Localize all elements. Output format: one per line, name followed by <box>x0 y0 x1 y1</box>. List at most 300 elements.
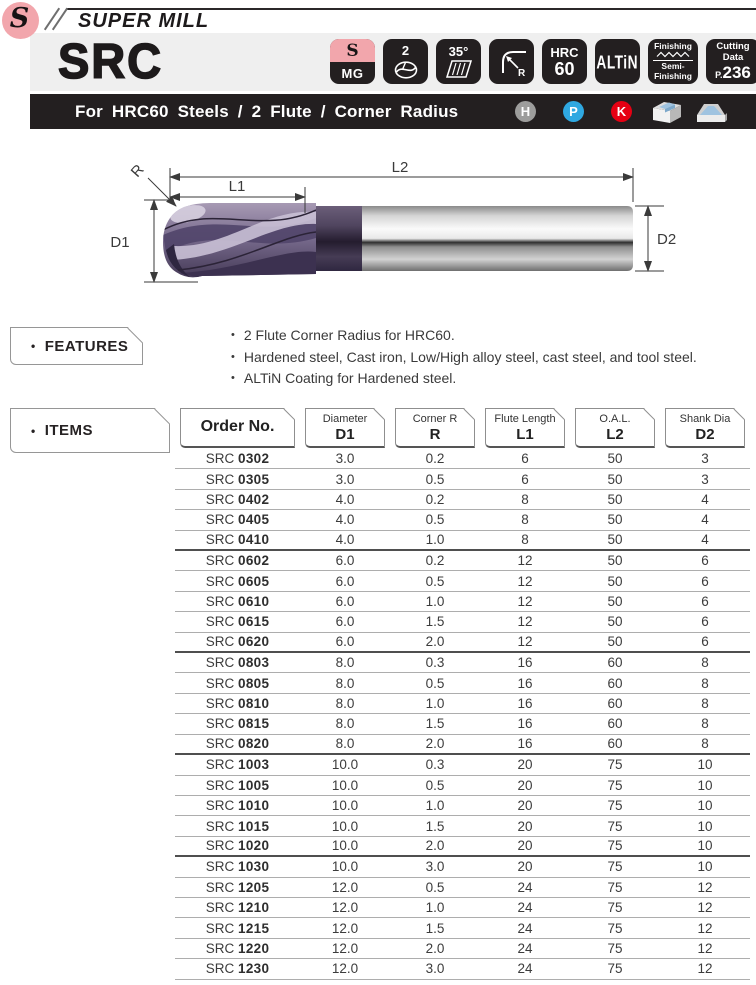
order-no-cell <box>175 819 300 834</box>
r-cell: 1.5 <box>425 920 445 936</box>
column-title: Shank Dia <box>679 413 731 425</box>
cutting-data-badge <box>706 39 756 84</box>
d1-cell: 4.0 <box>335 512 355 528</box>
order-code: 0405 <box>238 512 270 528</box>
page-number: 236 <box>722 63 751 82</box>
order-no-cell <box>175 900 300 915</box>
series-logo-circle <box>2 2 39 39</box>
material-grade-top: S <box>330 39 375 62</box>
table-row <box>175 857 750 877</box>
column-header <box>180 408 295 448</box>
iso-material-h-icon: H <box>515 101 536 122</box>
order-code: 0305 <box>238 471 270 487</box>
series-prefix: SRC <box>205 961 239 977</box>
d2-cell: 8 <box>701 736 709 752</box>
dimension-diagram <box>0 140 756 325</box>
profile-milling-icon <box>694 99 728 125</box>
corner-radius-icon <box>495 45 529 79</box>
l2-cell: 75 <box>607 818 623 834</box>
l2-cell: 75 <box>607 961 623 977</box>
d1-cell: 4.0 <box>335 492 355 508</box>
order-code: 1205 <box>238 879 270 895</box>
order-no-cell <box>175 676 300 691</box>
d1-cell: 6.0 <box>335 614 355 630</box>
d2-cell: 10 <box>697 757 713 773</box>
order-code: 0410 <box>238 532 270 548</box>
d2-cell: 4 <box>701 532 709 548</box>
dim-label-d1: D1 <box>110 234 130 251</box>
column-title: Flute Length <box>494 413 556 425</box>
flute-count-label: 2 <box>401 42 410 58</box>
l1-cell: 20 <box>517 757 533 773</box>
r-cell: 1.0 <box>425 900 445 916</box>
r-cell: 3.0 <box>425 859 445 875</box>
order-no-cell <box>175 941 300 956</box>
series-prefix: SRC <box>205 492 239 508</box>
dim-label-r: R <box>127 161 148 181</box>
features-label: FEATURES <box>44 337 129 355</box>
table-row <box>175 837 750 857</box>
d2-cell: 6 <box>701 634 709 650</box>
finishing-badge <box>648 39 698 84</box>
dim-label-l1: L1 <box>228 178 246 195</box>
l2-cell: 50 <box>607 471 623 487</box>
l2-cell: 50 <box>607 594 623 610</box>
feature-item <box>231 347 756 369</box>
table-row <box>175 755 750 775</box>
order-no-cell <box>175 614 300 629</box>
order-no-cell <box>175 492 300 507</box>
iso-material-p-icon: P <box>563 101 584 122</box>
order-no-cell <box>175 532 300 547</box>
d2-cell: 12 <box>697 940 713 956</box>
l1-cell: 8 <box>521 532 529 548</box>
d1-cell: 10.0 <box>331 777 359 793</box>
order-no-cell <box>175 778 300 793</box>
series-prefix: SRC <box>205 471 239 487</box>
d1-cell: 8.0 <box>335 696 355 712</box>
d2-cell: 3 <box>701 471 709 487</box>
table-row <box>175 633 750 653</box>
series-prefix: SRC <box>205 777 239 793</box>
table-row <box>175 551 750 571</box>
l2-cell: 50 <box>607 634 623 650</box>
coating-label: ALTiN <box>596 51 639 72</box>
l2-cell: 60 <box>607 716 623 732</box>
flute-count-badge <box>383 39 428 84</box>
d1-cell: 10.0 <box>331 838 359 854</box>
table-row <box>175 959 750 979</box>
table-row <box>175 796 750 816</box>
material-grade-badge <box>330 39 375 84</box>
column-header <box>575 408 655 448</box>
bullet-icon: • <box>231 372 235 384</box>
l2-cell: 75 <box>607 900 623 916</box>
table-row <box>175 776 750 796</box>
d1-cell: 10.0 <box>331 757 359 773</box>
d2-cell: 6 <box>701 614 709 630</box>
slot-milling-icon <box>650 99 684 125</box>
order-code: 0815 <box>238 716 270 732</box>
l2-cell: 60 <box>607 696 623 712</box>
column-symbol: L2 <box>606 426 624 443</box>
l2-cell: 75 <box>607 920 623 936</box>
feature-text: Hardened steel, Cast iron, Low/High alloy steel, cast steel, and tool steel. <box>243 348 697 365</box>
helix-angle-label: 35° <box>448 44 469 59</box>
order-no-cell <box>175 634 300 649</box>
l1-cell: 12 <box>517 573 533 589</box>
column-symbol: D1 <box>335 426 355 443</box>
order-no-cell <box>175 594 300 609</box>
column-symbol: D2 <box>695 426 715 443</box>
r-cell: 0.3 <box>425 757 445 773</box>
table-header <box>175 408 750 448</box>
l1-cell: 12 <box>517 614 533 630</box>
d1-cell: 10.0 <box>331 818 359 834</box>
order-code: 0803 <box>238 655 270 671</box>
l1-cell: 20 <box>517 777 533 793</box>
items-label: ITEMS <box>44 422 94 439</box>
end-view-icon <box>393 58 419 81</box>
series-prefix: SRC <box>205 451 239 467</box>
d1-cell: 12.0 <box>331 940 359 956</box>
l2-cell: 75 <box>607 838 623 854</box>
order-no-cell <box>175 880 300 895</box>
table-row <box>175 612 750 632</box>
order-code: 0302 <box>238 451 270 467</box>
d1-cell: 4.0 <box>335 532 355 548</box>
order-no-cell <box>175 838 300 853</box>
semi-finishing-label-2: Finishing <box>654 70 692 81</box>
table-row <box>175 918 750 938</box>
r-cell: 1.5 <box>425 614 445 630</box>
semi-finishing-label-1: Semi- <box>661 61 685 72</box>
helix-angle-icon <box>446 59 472 79</box>
l1-cell: 16 <box>517 736 533 752</box>
d2-cell: 10 <box>697 838 713 854</box>
d2-cell: 6 <box>701 553 709 569</box>
order-code: 1020 <box>238 838 270 854</box>
bullet-icon: • <box>31 339 36 353</box>
l1-cell: 20 <box>517 818 533 834</box>
d1-cell: 12.0 <box>331 961 359 977</box>
order-code: 0610 <box>238 594 270 610</box>
series-prefix: SRC <box>205 940 239 956</box>
series-prefix: SRC <box>205 879 239 895</box>
l1-cell: 16 <box>517 655 533 671</box>
helix-angle-badge <box>436 39 481 84</box>
d1-cell: 12.0 <box>331 920 359 936</box>
table-row <box>175 469 750 489</box>
feature-item <box>231 368 756 390</box>
series-title: SUPER MILL <box>78 10 210 32</box>
l2-cell: 75 <box>607 879 623 895</box>
order-code: 0805 <box>238 675 270 691</box>
order-no-cell <box>175 574 300 589</box>
r-cell: 1.0 <box>425 532 445 548</box>
table-row <box>175 449 750 469</box>
d1-cell: 6.0 <box>335 573 355 589</box>
r-cell: 0.3 <box>425 655 445 671</box>
series-prefix: SRC <box>205 838 239 854</box>
order-no-cell <box>175 961 300 976</box>
coating-badge <box>595 39 640 84</box>
order-code: 1030 <box>238 859 270 875</box>
bullet-icon: • <box>31 423 36 438</box>
l2-cell: 50 <box>607 553 623 569</box>
hardness-scale-label: HRC <box>550 45 579 60</box>
d2-cell: 8 <box>701 655 709 671</box>
table-row <box>175 653 750 673</box>
r-cell: 1.0 <box>425 594 445 610</box>
series-logo-letter: S <box>9 3 30 34</box>
order-no-cell <box>175 553 300 568</box>
d1-cell: 8.0 <box>335 736 355 752</box>
l2-cell: 60 <box>607 675 623 691</box>
r-cell: 0.5 <box>425 573 445 589</box>
bullet-icon: • <box>231 329 235 341</box>
l1-cell: 24 <box>517 961 533 977</box>
table-row <box>175 510 750 530</box>
l1-cell: 8 <box>521 492 529 508</box>
order-no-cell <box>175 921 300 936</box>
d2-cell: 10 <box>697 798 713 814</box>
r-cell: 0.5 <box>425 675 445 691</box>
cutting-data-label-1: Cutting <box>716 41 750 52</box>
table-row <box>175 939 750 959</box>
order-code: 0602 <box>238 553 270 569</box>
d1-cell: 12.0 <box>331 900 359 916</box>
table-row <box>175 571 750 591</box>
column-title: Corner R <box>412 413 458 425</box>
series-prefix: SRC <box>205 594 239 610</box>
l2-cell: 75 <box>607 757 623 773</box>
hardness-badge <box>542 39 587 84</box>
order-code: 1230 <box>238 961 270 977</box>
end-mill-illustration <box>163 202 633 278</box>
items-tab-inner <box>11 409 169 452</box>
cutting-data-page <box>715 64 751 81</box>
l2-cell: 60 <box>607 736 623 752</box>
d1-cell: 8.0 <box>335 675 355 691</box>
series-prefix: SRC <box>205 757 239 773</box>
l1-cell: 12 <box>517 553 533 569</box>
d2-cell: 10 <box>697 818 713 834</box>
series-prefix: SRC <box>205 512 239 528</box>
d1-cell: 3.0 <box>335 471 355 487</box>
order-no-cell <box>175 798 300 813</box>
column-title: O.A.L. <box>599 413 631 425</box>
d2-cell: 10 <box>697 859 713 875</box>
l1-cell: 8 <box>521 512 529 528</box>
r-cell: 2.0 <box>425 940 445 956</box>
product-code-title: SRC <box>58 35 164 89</box>
series-prefix: SRC <box>205 818 239 834</box>
l1-cell: 12 <box>517 634 533 650</box>
order-no-cell <box>175 736 300 751</box>
r-cell: 3.0 <box>425 961 445 977</box>
order-no-cell <box>175 696 300 711</box>
column-title: Order No. <box>200 418 275 435</box>
d2-cell: 12 <box>697 961 713 977</box>
r-cell: 1.0 <box>425 798 445 814</box>
page-prefix: P. <box>715 70 723 80</box>
hardness-value: 60 <box>554 59 575 79</box>
order-no-cell <box>175 757 300 772</box>
subtitle-text: For HRC60 Steels / 2 Flute / Corner Radius <box>75 101 459 121</box>
d1-cell: 6.0 <box>335 634 355 650</box>
d1-cell: 8.0 <box>335 655 355 671</box>
table-row <box>175 490 750 510</box>
column-header <box>395 408 475 448</box>
order-code: 1010 <box>238 798 270 814</box>
feature-text: 2 Flute Corner Radius for HRC60. <box>243 327 455 343</box>
order-no-cell <box>175 859 300 874</box>
series-prefix: SRC <box>205 900 239 916</box>
column-title: Diameter <box>322 413 368 425</box>
order-no-cell <box>175 472 300 487</box>
l1-cell: 6 <box>521 471 529 487</box>
subtitle-bar <box>30 94 756 129</box>
d2-cell: 10 <box>697 777 713 793</box>
table-row <box>175 714 750 734</box>
material-grade-bottom: MG <box>341 65 364 81</box>
d2-cell: 12 <box>697 920 713 936</box>
l2-cell: 75 <box>607 798 623 814</box>
d2-cell: 4 <box>701 512 709 528</box>
table-row <box>175 673 750 693</box>
order-code: 1005 <box>238 777 270 793</box>
table-row <box>175 878 750 898</box>
l1-cell: 20 <box>517 838 533 854</box>
l1-cell: 24 <box>517 879 533 895</box>
d2-cell: 4 <box>701 492 709 508</box>
order-no-cell <box>175 716 300 731</box>
l2-cell: 50 <box>607 492 623 508</box>
column-symbol: R <box>429 426 441 443</box>
series-prefix: SRC <box>205 736 239 752</box>
order-code: 1015 <box>238 818 270 834</box>
r-cell: 0.2 <box>425 492 445 508</box>
r-cell: 1.0 <box>425 696 445 712</box>
r-cell: 0.2 <box>425 553 445 569</box>
r-cell: 2.0 <box>425 838 445 854</box>
d2-cell: 8 <box>701 675 709 691</box>
order-no-cell <box>175 451 300 466</box>
column-header <box>485 408 565 448</box>
table-row <box>175 694 750 714</box>
features-tab-inner <box>11 328 142 364</box>
l1-cell: 24 <box>517 940 533 956</box>
r-cell: 1.5 <box>425 716 445 732</box>
order-code: 0605 <box>238 573 270 589</box>
l2-cell: 60 <box>607 655 623 671</box>
r-cell: 0.5 <box>425 777 445 793</box>
l1-cell: 12 <box>517 594 533 610</box>
attribute-badges <box>330 39 756 84</box>
series-prefix: SRC <box>205 614 239 630</box>
series-prefix: SRC <box>205 920 239 936</box>
order-code: 0402 <box>238 492 270 508</box>
l2-cell: 50 <box>607 573 623 589</box>
d1-cell: 6.0 <box>335 553 355 569</box>
series-prefix: SRC <box>205 655 239 671</box>
l2-cell: 75 <box>607 859 623 875</box>
l1-cell: 6 <box>521 451 529 467</box>
table-row <box>175 898 750 918</box>
finish-wave-icon <box>656 51 690 58</box>
r-cell: 2.0 <box>425 634 445 650</box>
order-code: 0810 <box>238 696 270 712</box>
dim-label-l2: L2 <box>391 159 409 176</box>
order-code: 0615 <box>238 614 270 630</box>
table-body <box>175 449 750 980</box>
table-row <box>175 531 750 551</box>
l1-cell: 20 <box>517 859 533 875</box>
d2-cell: 6 <box>701 573 709 589</box>
series-prefix: SRC <box>205 798 239 814</box>
l2-cell: 75 <box>607 940 623 956</box>
l1-cell: 16 <box>517 696 533 712</box>
d2-cell: 8 <box>701 716 709 732</box>
features-section-tab <box>10 327 143 365</box>
feature-text: ALTiN Coating for Hardened steel. <box>243 370 457 386</box>
order-code: 1003 <box>238 757 270 773</box>
items-section-tab <box>10 408 170 453</box>
l2-cell: 50 <box>607 532 623 548</box>
d2-cell: 6 <box>701 594 709 610</box>
bullet-icon: • <box>231 350 235 363</box>
order-code: 1215 <box>238 920 270 936</box>
d1-cell: 10.0 <box>331 798 359 814</box>
l2-cell: 50 <box>607 614 623 630</box>
l1-cell: 24 <box>517 900 533 916</box>
r-cell: 1.5 <box>425 818 445 834</box>
table-row <box>175 592 750 612</box>
d2-cell: 12 <box>697 879 713 895</box>
order-code: 1210 <box>238 900 270 916</box>
feature-item <box>231 325 756 347</box>
series-prefix: SRC <box>205 532 239 548</box>
l1-cell: 20 <box>517 798 533 814</box>
series-prefix: SRC <box>205 573 239 589</box>
cutting-data-label-2: Data <box>722 51 744 63</box>
l2-cell: 50 <box>607 451 623 467</box>
column-header <box>305 408 385 448</box>
r-cell: 0.5 <box>425 879 445 895</box>
series-prefix: SRC <box>205 553 239 569</box>
column-symbol: L1 <box>516 426 534 443</box>
svg-text:R: R <box>517 67 525 79</box>
d1-cell: 10.0 <box>331 859 359 875</box>
corner-radius-badge <box>489 39 534 84</box>
d2-cell: 8 <box>701 696 709 712</box>
features-list <box>231 325 756 390</box>
order-no-cell <box>175 512 300 527</box>
l2-cell: 50 <box>607 512 623 528</box>
r-cell: 0.2 <box>425 451 445 467</box>
table-row <box>175 816 750 836</box>
table-row <box>175 735 750 755</box>
series-prefix: SRC <box>205 696 239 712</box>
series-prefix: SRC <box>205 716 239 732</box>
order-code: 0820 <box>238 736 270 752</box>
d1-cell: 6.0 <box>335 594 355 610</box>
d2-cell: 12 <box>697 900 713 916</box>
header-slash-decoration <box>52 8 68 31</box>
finishing-label: Finishing <box>654 40 692 51</box>
l1-cell: 16 <box>517 716 533 732</box>
